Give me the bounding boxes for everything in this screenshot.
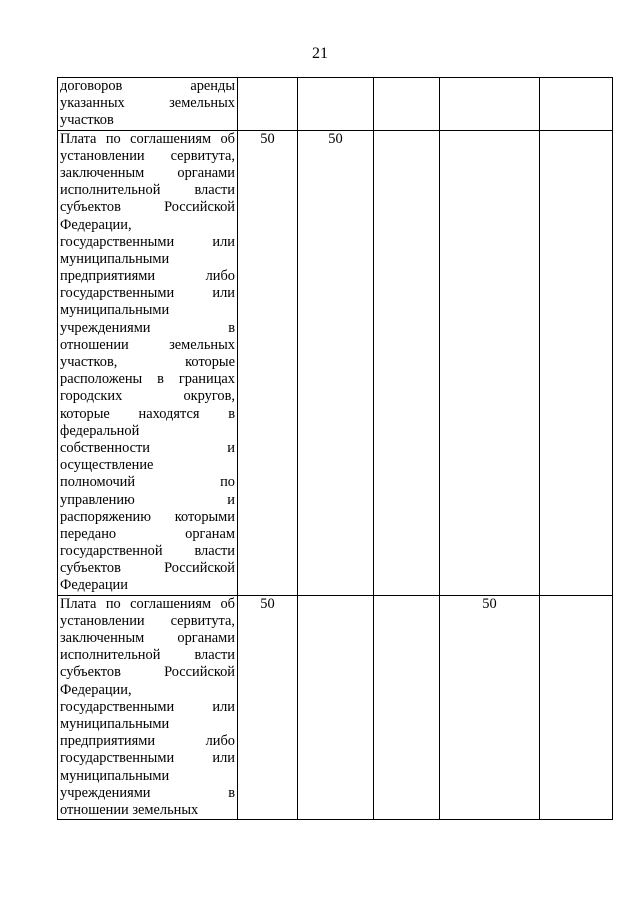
value-cell [540,78,613,131]
description-line: отношении земельных [60,801,199,818]
description-line: указанных земельных [60,95,235,112]
description-line: установлении сервитута, [60,147,235,164]
description-line: распоряжению которыми [60,508,235,525]
description-line: муниципальными [60,767,170,784]
description-line: участков, которые [60,354,235,370]
table-body [58,78,613,820]
description-line: осуществление [60,457,154,474]
description-line: субъектов Российской [60,560,235,577]
cell-value: 50 [328,130,343,147]
value-cell [540,130,613,595]
description-line: установлении сервитута, [60,612,235,629]
value-cell [440,130,540,595]
description-line: расположены в границах [60,371,235,388]
cell-value: 50 [482,595,497,612]
description-line: которые находятся в [60,405,235,422]
value-cell [238,78,298,131]
page-number: 21 [312,45,328,62]
description-line: Федерации, [60,681,132,698]
description-line: предприятиями либо [60,268,235,285]
description-line: городских округов, [60,388,235,405]
description-line: Плата по соглашениям об [60,595,235,612]
description-line: государственными или [60,233,235,250]
value-cell [298,78,374,131]
description-line: государственной власти [60,543,235,560]
description-line: государственными или [60,698,235,715]
value-cell [374,130,440,595]
value-cell [298,595,374,819]
description-line: собственности и [60,439,235,456]
description-line: управлению и [60,491,235,508]
description-line: муниципальными [60,302,170,319]
description-line: заключенным органами [60,164,235,181]
description-line: предприятиями либо [60,733,235,750]
description-line: Плата по соглашениям об [60,130,235,147]
description-line: исполнительной власти [60,182,235,199]
value-cell [440,78,540,131]
row-description-cell [58,78,238,131]
description-line: заключенным органами [60,630,235,646]
description-line: субъектов Российской [60,664,235,681]
revenue-distribution-table [57,77,613,820]
value-cell [374,78,440,131]
description-line: Федерации [60,577,128,594]
description-line: муниципальными [60,250,170,267]
description-line: государственными или [60,750,235,767]
table-row [58,78,613,131]
cell-value: 50 [260,130,275,147]
table-row [58,130,613,595]
description-line: договоров аренды [60,78,235,94]
description-line: учреждениями в [60,319,235,336]
description-line: Федерации, [60,216,132,233]
description-line: учреждениями в [60,784,235,801]
description-line: отношении земельных [60,336,235,353]
row-description-cell [58,595,238,819]
value-cell [540,595,613,819]
description-line: муниципальными [60,715,170,732]
value-cell [374,595,440,819]
value-cell [238,130,298,595]
description-line: участков [60,112,114,129]
description-line: субъектов Российской [60,199,235,216]
description-line: передано органам [60,525,235,542]
value-cell [298,130,374,595]
description-line: полномочий по [60,474,235,491]
value-cell [238,595,298,819]
cell-value: 50 [260,595,275,612]
table-row [58,595,613,819]
description-line: государственными или [60,285,235,302]
value-cell [440,595,540,819]
description-line: федеральной [60,422,140,439]
row-description-cell [58,130,238,595]
description-line: исполнительной власти [60,647,235,664]
